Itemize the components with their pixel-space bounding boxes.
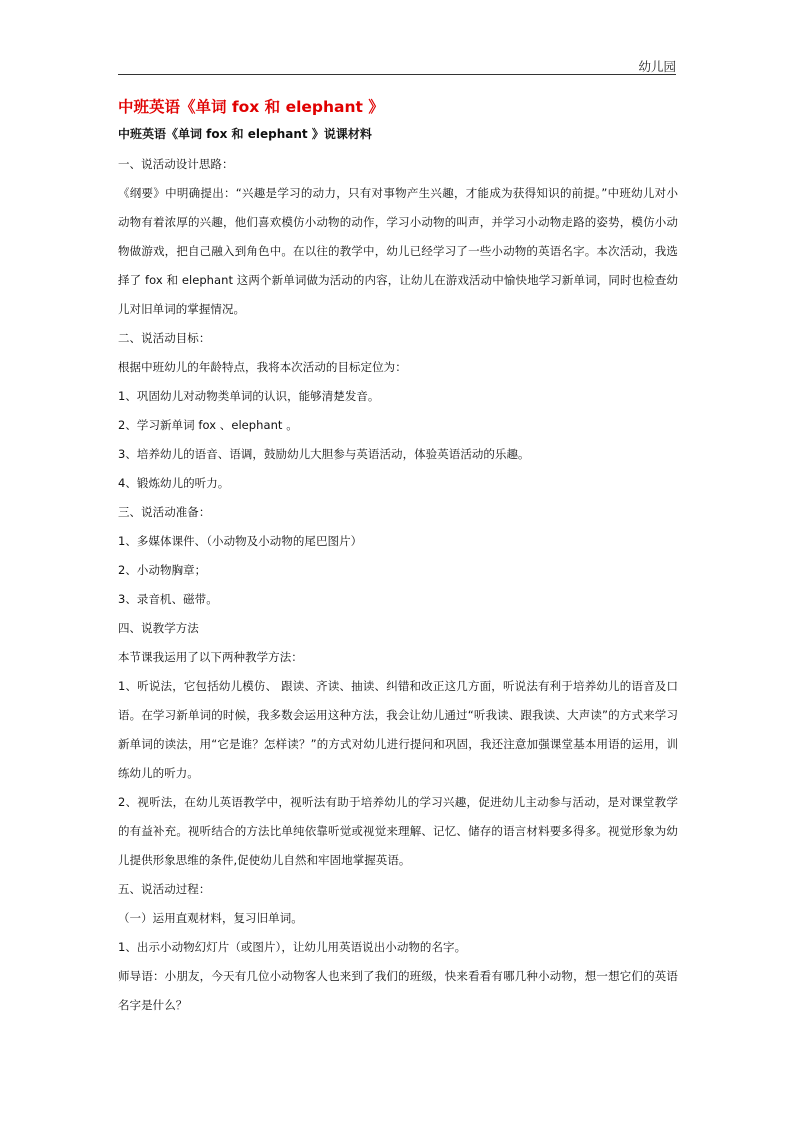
paragraph: 五、说活动过程： <box>118 882 211 896</box>
paragraph: 2、小动物胸章； <box>118 563 207 577</box>
paragraph: 一、说活动设计思路： <box>118 157 234 171</box>
paragraph: 2、学习新单词 fox 、elephant 。 <box>118 418 298 432</box>
paragraph: 四、说教学方法 <box>118 621 199 635</box>
paragraph: 2、视听法，在幼儿英语教学中，视听法有助于培养幼儿的学习兴趣，促进幼儿主动参与活动，是对课堂教学的有益补充。视听结合的方法比单纯依靠听觉或视觉来理解、记忆、储存的语言材料要多得多。视觉形象为幼儿提供形象思维的条件,促使幼儿自然和牢固地掌握英语。 <box>118 795 678 867</box>
paragraph: （一）运用直观材料，复习旧单词。 <box>118 911 303 925</box>
paragraph: 根据中班幼儿的年龄特点，我将本次活动的目标定位为： <box>118 360 407 374</box>
paragraph: 1、巩固幼儿对动物类单词的认识，能够清楚发音。 <box>118 389 380 403</box>
paragraph: 本节课我运用了以下两种教学方法： <box>118 650 303 664</box>
paragraph: 1、出示小动物幻灯片（或图片），让幼儿用英语说出小动物的名字。 <box>118 940 467 954</box>
paragraph: 3、录音机、磁带。 <box>118 592 218 606</box>
paragraph: 二、说活动目标： <box>118 331 211 345</box>
document-subtitle: 中班英语《单词 fox 和 elephant 》说课材料 <box>118 127 372 141</box>
paragraph: 1、多媒体课件、（小动物及小动物的尾巴图片） <box>118 534 363 548</box>
paragraph: 《纲要》中明确提出：“兴趣是学习的动力，只有对事物产生兴趣，才能成为获得知识的前提。”中班幼儿对小动物有着浓厚的兴趣，他们喜欢模仿小动物的动作，学习小动物的叫声，并学习小动物走路的姿势，模仿小动物做游戏，把自己融入到角色中。在以往的教学中，幼儿已经学习了一些小动物的英语名字。本次活动，我选择了 fox 和 elephant 这两个新单词做为活动的内容，让幼儿在游戏活动中愉快地学习新单词，同时也检查幼儿对旧单词的掌握情况。 <box>118 186 678 316</box>
paragraph: 3、培养幼儿的语音、语调，鼓励幼儿大胆参与英语活动，体验英语活动的乐趣。 <box>118 447 530 461</box>
paragraph: 1、听说法，它包括幼儿模仿、 跟读、齐读、抽读、纠错和改正这几方面，听说法有利于培养幼儿的语音及口语。在学习新单词的时候，我多数会运用这种方法，我会让幼儿通过“听我读、跟我读、大声读”的方式来学习新单词的读法，用“它是谁？怎样读？”的方式对幼儿进行提问和巩固，我还注意加强课堂基本用语的运用，训练幼儿的听力。 <box>118 679 678 780</box>
paragraph: 4、锻炼幼儿的听力。 <box>118 476 230 490</box>
document-title: 中班英语《单词 fox 和 elephant 》 <box>118 98 384 116</box>
paragraph: 师导语：小朋友，今天有几位小动物客人也来到了我们的班级，快来看看有哪几种小动物，想一想它们的英语名字是什么？ <box>118 969 678 1012</box>
header-label: 幼儿园 <box>638 59 676 74</box>
paragraph: 三、说活动准备： <box>118 505 211 519</box>
header-divider <box>118 74 676 75</box>
document-body <box>118 96 678 1020</box>
